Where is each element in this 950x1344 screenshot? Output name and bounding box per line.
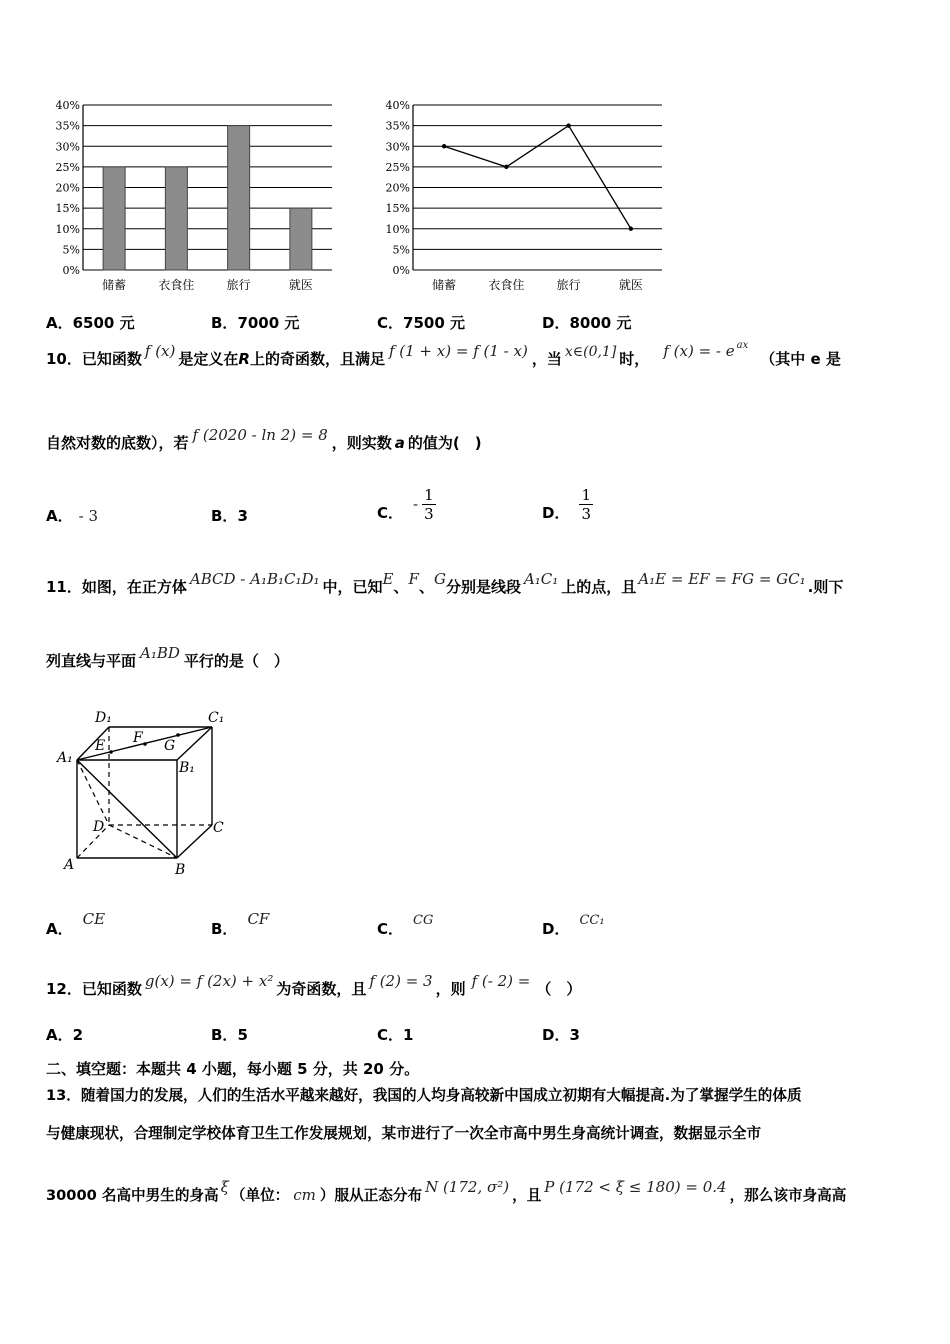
y-tick-label: 0% bbox=[392, 264, 410, 277]
bar bbox=[103, 167, 125, 270]
label-c: C bbox=[213, 820, 224, 836]
x-category-label: 就医 bbox=[618, 278, 643, 292]
y-tick-label: 30% bbox=[385, 140, 410, 154]
q9-option-b[interactable]: B．7000 元 bbox=[211, 314, 300, 332]
x-category-label: 衣食住 bbox=[158, 278, 195, 292]
q10-option-c[interactable]: C． - $\frac{1}{3}$ bbox=[377, 485, 434, 523]
bar-chart bbox=[40, 95, 340, 295]
x-category-label: 旅行 bbox=[226, 278, 251, 292]
x-category-label: 就医 bbox=[288, 278, 313, 292]
x-category-label: 储蓄 bbox=[102, 278, 127, 292]
edge-cb bbox=[177, 825, 212, 858]
q11-line2: 列直线与平面 A₁BD 平行的是（ ） bbox=[46, 644, 289, 670]
label-c1: C₁ bbox=[208, 710, 225, 726]
y-tick-label: 20% bbox=[55, 181, 80, 195]
y-tick-label: 20% bbox=[385, 181, 410, 195]
q10-option-b[interactable]: B．3 bbox=[211, 507, 248, 525]
y-tick-label: 40% bbox=[385, 99, 410, 112]
point-g bbox=[176, 733, 180, 737]
series-line bbox=[444, 126, 631, 229]
data-point bbox=[504, 165, 508, 169]
label-a: A bbox=[64, 857, 75, 873]
point-f bbox=[143, 742, 147, 746]
q9-option-a[interactable]: A．6500 元 bbox=[46, 314, 135, 332]
y-tick-label: 35% bbox=[55, 119, 80, 133]
y-tick-label: 30% bbox=[55, 140, 80, 154]
q10-option-d[interactable]: D． $\frac{1}{3}$ bbox=[542, 485, 591, 523]
q11-option-c[interactable]: C． CG bbox=[377, 913, 434, 938]
data-point bbox=[629, 227, 633, 231]
y-tick-label: 25% bbox=[385, 160, 410, 174]
y-tick-label: 0% bbox=[62, 264, 80, 277]
label-e: E bbox=[95, 738, 106, 754]
x-category-label: 储蓄 bbox=[432, 278, 457, 292]
q12-option-d[interactable]: D．3 bbox=[542, 1026, 580, 1044]
q9-option-c[interactable]: C．7500 元 bbox=[377, 314, 465, 332]
q13-line3: 30000 名高中男生的身高 ξ （单位： cm ）服从正态分布 N (172, σ²) ，且 P (172 < ξ ≤ 180) = 0.4 ，那么该市身高高 bbox=[46, 1178, 847, 1204]
label-b: B bbox=[175, 862, 186, 878]
q10-option-a[interactable]: A． - 3 bbox=[46, 507, 98, 525]
label-b1: B₁ bbox=[179, 760, 195, 776]
q12-option-c[interactable]: C．1 bbox=[377, 1026, 414, 1044]
label-g: G bbox=[164, 738, 176, 754]
y-tick-label: 10% bbox=[55, 222, 80, 236]
y-tick-label: 5% bbox=[392, 243, 410, 257]
label-a1: A₁ bbox=[57, 750, 73, 766]
label-f: F bbox=[133, 730, 143, 746]
q11-option-b[interactable]: B．CF bbox=[211, 910, 270, 938]
q12-line: 12．已知函数 g(x) = f (2x) + x² 为奇函数，且 f (2) = 3 ，则 f (- 2) = （ ） bbox=[46, 972, 582, 998]
x-category-label: 旅行 bbox=[556, 278, 581, 292]
q11-line1: 11．如图，在正方体 ABCD - A₁B₁C₁D₁ 中，已知E、F、G分别是线段 A₁C₁ 上的点，且 A₁E = EF = FG = GC₁ .则下 bbox=[46, 570, 844, 596]
y-tick-label: 40% bbox=[55, 99, 80, 112]
point-e bbox=[109, 750, 113, 754]
q11-option-d[interactable]: D． CC₁ bbox=[542, 913, 605, 938]
data-point bbox=[442, 144, 446, 148]
cube-figure bbox=[55, 700, 240, 880]
bar bbox=[290, 208, 312, 270]
bar bbox=[165, 167, 187, 270]
y-tick-label: 10% bbox=[385, 222, 410, 236]
y-tick-label: 35% bbox=[385, 119, 410, 133]
q12-option-a[interactable]: A．2 bbox=[46, 1026, 84, 1044]
x-category-label: 衣食住 bbox=[488, 278, 525, 292]
y-tick-label: 5% bbox=[62, 243, 80, 257]
segment-a1d bbox=[77, 760, 109, 825]
line-chart bbox=[370, 95, 670, 295]
label-d1: D₁ bbox=[95, 710, 112, 726]
bar bbox=[228, 126, 250, 270]
q10-line2: 自然对数的底数），若 f (2020 - ln 2) = 8 ，则实数 a 的值为( ) bbox=[46, 426, 482, 452]
q12-option-b[interactable]: B．5 bbox=[211, 1026, 248, 1044]
y-tick-label: 25% bbox=[55, 160, 80, 174]
q10-line1: 10．已知函数 f (x) 是定义在R上的奇函数，且满足 f (1 + x) = f (1 - x) ，当 x∈(0,1] 时， f (x) = - e $^{ax}$（其中 e 是 bbox=[46, 340, 841, 368]
q11-option-a[interactable]: A．CE bbox=[46, 910, 106, 938]
q9-option-d[interactable]: D．8000 元 bbox=[542, 314, 632, 332]
section-heading: 二、填空题：本题共 4 小题，每小题 5 分，共 20 分。 bbox=[46, 1060, 420, 1078]
segment-db bbox=[109, 825, 177, 858]
data-point bbox=[566, 123, 570, 127]
q13-line1: 13．随着国力的发展，人们的生活水平越来越好，我国的人均身高较新中国成立初期有大幅提高.为了掌握学生的体质 bbox=[46, 1087, 802, 1104]
q13-line2: 与健康现状，合理制定学校体育卫生工作发展规划，某市进行了一次全市高中男生身高统计调查，数据显示全市 bbox=[46, 1125, 762, 1142]
y-tick-label: 15% bbox=[55, 202, 80, 216]
y-tick-label: 15% bbox=[385, 202, 410, 216]
label-d: D bbox=[93, 819, 105, 835]
